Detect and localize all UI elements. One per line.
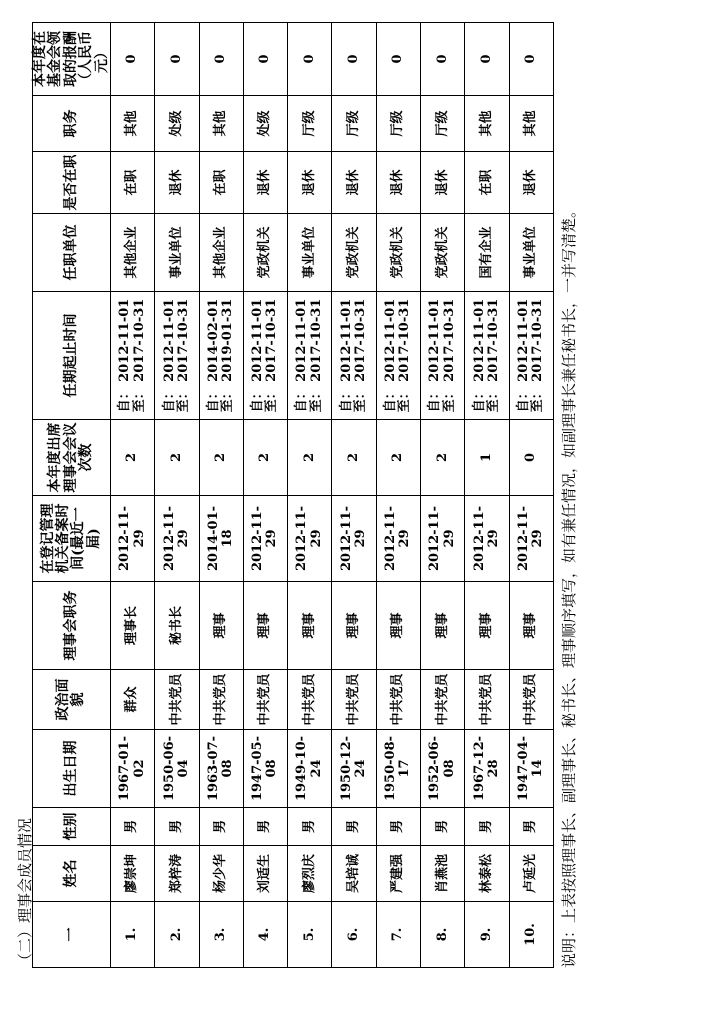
cell-post: 其他	[199, 96, 243, 152]
term-start: 自： 2012-11-01	[427, 298, 443, 413]
cell-no: 9.	[465, 902, 509, 968]
term-end: 至： 2017-10-31	[485, 298, 501, 413]
table-row	[465, 23, 509, 968]
term-start: 自： 2012-11-01	[117, 298, 133, 413]
cell-birth: 1963-07-08	[199, 730, 243, 808]
header-cell: 出生日期	[33, 730, 111, 808]
cell-term	[376, 292, 420, 420]
term-start: 自： 2012-11-01	[294, 298, 310, 413]
cell-post: 厅级	[332, 96, 376, 152]
cell-filing: 2012-11-29	[288, 496, 332, 582]
term-end: 至： 2017-10-31	[308, 298, 324, 413]
cell-filing: 2012-11-29	[332, 496, 376, 582]
cell-political: 中共党员	[376, 670, 420, 730]
cell-unit: 其他企业	[199, 214, 243, 292]
cell-employed: 退休	[509, 152, 553, 214]
cell-no: 6.	[332, 902, 376, 968]
cell-term	[199, 292, 243, 420]
cell-pay: 0	[110, 23, 154, 96]
header-cell: 任期起止时间	[33, 292, 111, 420]
cell-employed: 退休	[421, 152, 465, 214]
header-cell: 在登记管理机关备案时间(最近一届)	[33, 496, 111, 582]
cell-no: 2.	[155, 902, 199, 968]
cell-term	[110, 292, 154, 420]
cell-gender: 男	[465, 808, 509, 846]
cell-unit: 国有企业	[465, 214, 509, 292]
header-cell: 性别	[33, 808, 111, 846]
term-end: 至： 2017-10-31	[131, 298, 147, 413]
cell-name: 杨少华	[199, 846, 243, 902]
header-cell: 本年度在基金会领取的报酬（人民币元）	[33, 23, 111, 96]
cell-gender: 男	[421, 808, 465, 846]
cell-term	[421, 292, 465, 420]
term-start: 自： 2012-11-01	[516, 298, 532, 413]
table-row	[288, 23, 332, 968]
cell-attend: 2	[243, 420, 287, 496]
cell-term	[155, 292, 199, 420]
term-end: 至： 2017-10-31	[530, 298, 546, 413]
cell-name: 肖燕池	[421, 846, 465, 902]
cell-birth: 1947-04-14	[509, 730, 553, 808]
cell-name: 刘适生	[243, 846, 287, 902]
table-row	[155, 23, 199, 968]
cell-post: 其他	[465, 96, 509, 152]
header-cell: 是否在职	[33, 152, 111, 214]
cell-filing: 2012-11-29	[509, 496, 553, 582]
cell-term	[243, 292, 287, 420]
cell-birth: 1950-08-17	[376, 730, 420, 808]
header-cell: 理事会职务	[33, 582, 111, 670]
cell-birth: 1967-12-28	[465, 730, 509, 808]
term-start: 自： 2012-11-01	[471, 298, 487, 413]
cell-term	[465, 292, 509, 420]
cell-birth: 1947-05-08	[243, 730, 287, 808]
cell-term	[288, 292, 332, 420]
table-row	[376, 23, 420, 968]
cell-filing: 2012-11-29	[421, 496, 465, 582]
cell-attend: 2	[110, 420, 154, 496]
cell-gender: 男	[509, 808, 553, 846]
cell-term	[509, 292, 553, 420]
cell-political: 中共党员	[155, 670, 199, 730]
cell-post: 其他	[509, 96, 553, 152]
cell-political: 中共党员	[243, 670, 287, 730]
cell-no: 4.	[243, 902, 287, 968]
table-body	[110, 23, 553, 968]
cell-post: 厅级	[288, 96, 332, 152]
cell-attend: 2	[199, 420, 243, 496]
cell-name: 严建强	[376, 846, 420, 902]
cell-name: 卢延光	[509, 846, 553, 902]
cell-no: 7.	[376, 902, 420, 968]
cell-employed: 在职	[465, 152, 509, 214]
cell-political: 中共党员	[509, 670, 553, 730]
cell-role: 理事	[288, 582, 332, 670]
cell-role: 理事	[243, 582, 287, 670]
table-note: 说明：上表按照理事长、副理事长、秘书长、理事顺序填写，如有兼任情况，如副理事长兼任秘书长，一并写清楚。	[560, 202, 578, 968]
cell-unit: 事业单位	[509, 214, 553, 292]
cell-employed: 退休	[332, 152, 376, 214]
cell-pay: 0	[199, 23, 243, 96]
cell-name: 林泰松	[465, 846, 509, 902]
cell-name: 吴培诚	[332, 846, 376, 902]
cell-attend: 2	[421, 420, 465, 496]
cell-pay: 0	[376, 23, 420, 96]
cell-attend: 2	[155, 420, 199, 496]
cell-role: 理事	[509, 582, 553, 670]
cell-role: 理事	[199, 582, 243, 670]
cell-pay: 0	[465, 23, 509, 96]
cell-unit: 事业单位	[155, 214, 199, 292]
term-end: 至： 2017-10-31	[441, 298, 457, 413]
cell-employed: 退休	[243, 152, 287, 214]
cell-employed: 在职	[199, 152, 243, 214]
table-row	[110, 23, 154, 968]
header-cell: 政治面貌	[33, 670, 111, 730]
cell-gender: 男	[199, 808, 243, 846]
cell-pay: 0	[332, 23, 376, 96]
cell-no: 1.	[110, 902, 154, 968]
term-end: 至： 2017-10-31	[175, 298, 191, 413]
table-row	[243, 23, 287, 968]
cell-pay: 0	[155, 23, 199, 96]
cell-pay: 0	[243, 23, 287, 96]
cell-unit: 党政机关	[332, 214, 376, 292]
cell-role: 秘书长	[155, 582, 199, 670]
cell-gender: 男	[155, 808, 199, 846]
cell-no: 8.	[421, 902, 465, 968]
cell-role: 理事长	[110, 582, 154, 670]
term-start: 自： 2014-02-01	[205, 298, 221, 413]
cell-role: 理事	[465, 582, 509, 670]
cell-political: 中共党员	[465, 670, 509, 730]
cell-name: 郑梓涛	[155, 846, 199, 902]
cell-filing: 2012-11-29	[110, 496, 154, 582]
term-end: 至： 2017-10-31	[353, 298, 369, 413]
cell-birth: 1950-06-04	[155, 730, 199, 808]
cell-employed: 退休	[288, 152, 332, 214]
cell-role: 理事	[332, 582, 376, 670]
cell-birth: 1950-12-24	[332, 730, 376, 808]
cell-birth: 1952-06-08	[421, 730, 465, 808]
cell-unit: 党政机关	[376, 214, 420, 292]
cell-pay: 0	[288, 23, 332, 96]
cell-gender: 男	[332, 808, 376, 846]
header-cell: 一	[33, 902, 111, 968]
term-start: 自： 2012-11-01	[250, 298, 266, 413]
cell-attend: 0	[509, 420, 553, 496]
cell-post: 厅级	[421, 96, 465, 152]
cell-birth: 1949-10-24	[288, 730, 332, 808]
term-start: 自： 2012-11-01	[161, 298, 177, 413]
cell-employed: 退休	[155, 152, 199, 214]
cell-no: 10.	[509, 902, 553, 968]
cell-employed: 在职	[110, 152, 154, 214]
cell-term	[332, 292, 376, 420]
table-header-row	[33, 23, 111, 968]
section-title: （二）理事会成员情况	[16, 817, 34, 968]
term-end: 至： 2019-01-31	[220, 298, 236, 413]
cell-unit: 党政机关	[243, 214, 287, 292]
table-row	[421, 23, 465, 968]
cell-role: 理事	[376, 582, 420, 670]
cell-filing: 2012-11-29	[465, 496, 509, 582]
cell-unit: 事业单位	[288, 214, 332, 292]
cell-gender: 男	[110, 808, 154, 846]
cell-unit: 党政机关	[421, 214, 465, 292]
table-row	[199, 23, 243, 968]
cell-gender: 男	[243, 808, 287, 846]
cell-post: 处级	[243, 96, 287, 152]
cell-role: 理事	[421, 582, 465, 670]
term-start: 自： 2012-11-01	[338, 298, 354, 413]
board-members-table	[32, 22, 554, 968]
cell-filing: 2014-01-18	[199, 496, 243, 582]
term-start: 自： 2012-11-01	[383, 298, 399, 413]
cell-political: 群众	[110, 670, 154, 730]
header-cell: 职务	[33, 96, 111, 152]
cell-filing: 2012-11-29	[376, 496, 420, 582]
cell-birth: 1967-01-02	[110, 730, 154, 808]
cell-post: 处级	[155, 96, 199, 152]
cell-political: 中共党员	[199, 670, 243, 730]
cell-pay: 0	[421, 23, 465, 96]
cell-political: 中共党员	[288, 670, 332, 730]
cell-name: 廖崇坤	[110, 846, 154, 902]
cell-filing: 2012-11-29	[243, 496, 287, 582]
cell-unit: 其他企业	[110, 214, 154, 292]
cell-filing: 2012-11-29	[155, 496, 199, 582]
cell-no: 5.	[288, 902, 332, 968]
header-cell: 任职单位	[33, 214, 111, 292]
term-end: 至： 2017-10-31	[397, 298, 413, 413]
table-row	[332, 23, 376, 968]
cell-gender: 男	[288, 808, 332, 846]
cell-attend: 2	[332, 420, 376, 496]
table-row	[509, 23, 553, 968]
header-cell: 姓名	[33, 846, 111, 902]
term-end: 至： 2017-10-31	[264, 298, 280, 413]
cell-pay: 0	[509, 23, 553, 96]
cell-political: 中共党员	[421, 670, 465, 730]
cell-post: 其他	[110, 96, 154, 152]
cell-attend: 1	[465, 420, 509, 496]
cell-gender: 男	[376, 808, 420, 846]
cell-political: 中共党员	[332, 670, 376, 730]
cell-employed: 退休	[376, 152, 420, 214]
cell-attend: 2	[288, 420, 332, 496]
header-cell: 本年度出席理事会会议次数	[33, 420, 111, 496]
cell-post: 厅级	[376, 96, 420, 152]
cell-no: 3.	[199, 902, 243, 968]
cell-name: 廖烈庆	[288, 846, 332, 902]
cell-attend: 2	[376, 420, 420, 496]
